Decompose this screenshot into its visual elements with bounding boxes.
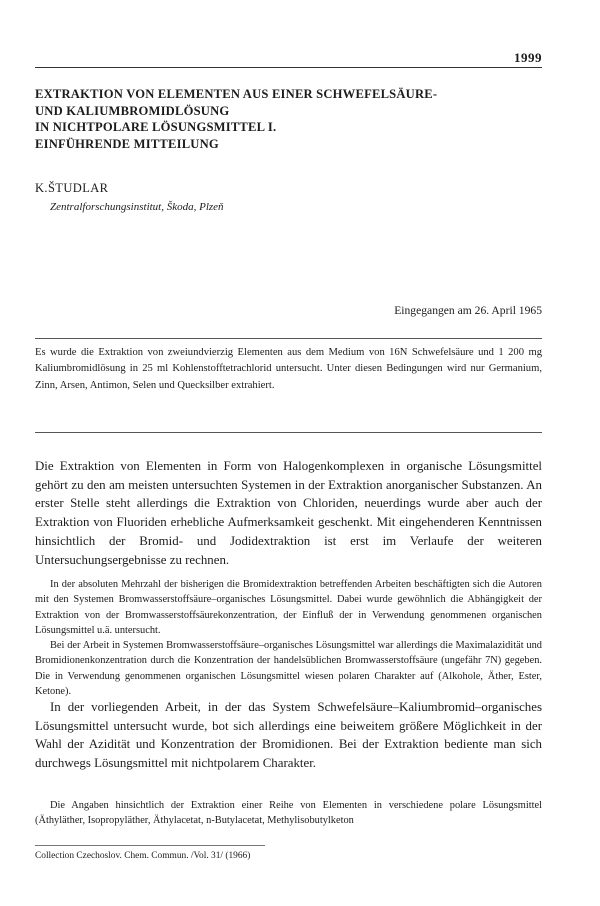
abstract-rule-top	[35, 338, 542, 339]
abstract: Es wurde die Extraktion von zweiundvierzig Elementen aus dem Medium von 16N Schwefelsäure und 1 200 mg Kaliumbromidlösung in 25 ml Kohlenstofftetrachlorid untersucht. Unter diesen Bedingungen wird nur Germanium, Zinn, Arsen, Antimon, Selen und Quecksilber extrahiert.	[35, 347, 542, 391]
journal-citation: Collection Czechoslov. Chem. Commun. /Vol. 31/ (1966)	[35, 851, 251, 861]
title-line: UND KALIUMBROMIDLÖSUNG	[35, 103, 230, 118]
body-paragraph-small: In der absoluten Mehrzahl der bisherigen die Bromidextraktion betreffenden Arbeiten beschäftigten sich die Autoren mit den Systemen Bromwasserstoffsäure–organisches Lösungsmittel. Dabei wurde gewöhnlich die Abhängigkeit der Extraktion von der Bromwasserstoffsäurekonzentration, der Einfluß der in Verwendung genommenen organischen Lösungsmittel u.ä. untersucht.	[35, 579, 542, 637]
body-paragraph: Die Extraktion von Elementen in Form von Halogenkomplexen in organische Lösungsmittel gehört zu den am meisten untersuchten Systemen in der Extraktion anorganischer Substanzen. An erster Stelle steht allerdings die Extraktion von Chloriden, neuerdings wurde aber auch der Extraktion von Fluoriden erhebliche Aufmerksamkeit geschenkt. Mit eingehenderen Kenntnissen hinsichtlich der Bromid- und Jodidextraktion ist erst im Verlaufe der weiteren Untersuchungsergebnisse zu rechnen.	[35, 459, 542, 567]
page-number: 1999	[514, 50, 542, 65]
footer-rule	[35, 845, 265, 846]
header-rule	[35, 67, 542, 68]
abstract-rule-bottom	[35, 432, 542, 433]
title-line: IN NICHTPOLARE LÖSUNGSMITTEL I.	[35, 120, 277, 134]
author-affiliation: Zentralforschungsinstitut, Škoda, Plzeň	[50, 201, 224, 213]
received-date: Eingegangen am 26. April 1965	[394, 304, 542, 317]
body-paragraph: In der vorliegenden Arbeit, in der das System Schwefelsäure–Kaliumbromid–organisches Lösungsmittel untersucht wurde, bot sich allerdings eine beiweitem größere Möglichkeit in der Wahl der Azidität und Konzentration der Bromidionen. Bei der Extraktion bediente man sich durchwegs Lösungsmittel mit nichtpolarem Charakter.	[35, 700, 542, 771]
title-line: EXTRAKTION VON ELEMENTEN AUS EINER SCHWEFELSÄURE-	[35, 87, 438, 101]
body-paragraph-small: Die Angaben hinsichtlich der Extraktion einer Reihe von Elementen in verschiedene polare Lösungsmittel (Äthyläther, Isopropyläther, Äthylacetat, n-Butylacetat, Methylisobutylketon	[35, 800, 542, 827]
body-paragraph-small: Bei der Arbeit in Systemen Bromwasserstoffsäure–organisches Lösungsmittel war allerdings die Maximalazidität und Bromidionenkonzentration durch die Konzentration der handelsüblichen Bromwasserstoffsäure (ungefähr 7N) gegeben. Die in Verwendung genommenen organischen Lösungsmittel wiesen polaren Charakter auf (Alkohole, Äther, Ester, Ketone).	[35, 640, 542, 698]
article-title	[35, 86, 560, 152]
title-line: EINFÜHRENDE MITTEILUNG	[35, 136, 219, 151]
author-name: K.ŠTUDLAR	[35, 181, 109, 195]
